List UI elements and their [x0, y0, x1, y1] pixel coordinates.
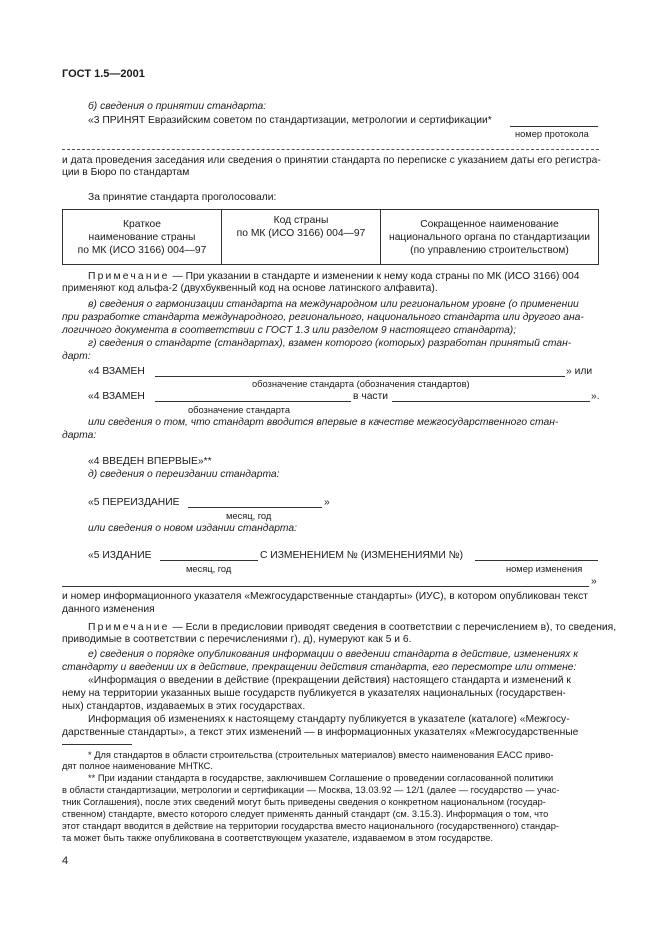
page-header-title: ГОСТ 1.5—2001 — [62, 68, 145, 80]
note-1-line-1: Примечание — При указании в стандарте и изменении к нему кода страны по МК (ИСО 3166) 004 — [88, 271, 580, 282]
reissue-blank-line — [188, 507, 322, 508]
footnote-1-line-2: дят полное наименование МНТКС. — [62, 761, 213, 771]
edition-mid: С ИЗМЕНЕНИЕМ № (ИЗМЕНЕНИЯМИ №) — [260, 550, 464, 561]
voting-table — [62, 209, 599, 265]
section-e-line-1: е) сведения о порядке опубликования информации о введении стандарта в действие, изменениях к — [88, 649, 579, 660]
footnote-2-line-1: ** При издании стандарта в государстве, заключившем Соглашение о проведении согласованной политики — [88, 773, 554, 783]
adopted-continued-2: ции в Бюро по стандартам — [62, 167, 190, 178]
first-introduced: «4 ВВЕДЕН ВПЕРВЫЕ»** — [88, 456, 212, 467]
page-number: 4 — [62, 855, 69, 867]
info-line-1: «Информация о введении в действие (прекращении действия) настоящего стандарта и изменений к — [88, 675, 571, 686]
table-header-country: Краткое наименование страны по МК (ИСО 3166) 004—97 — [63, 210, 222, 265]
table-header-body: Сокращенное наименование национального органа по стандартизации (по управлению строительством) — [381, 210, 599, 265]
section-d-heading: д) сведения о переиздании стандарта: — [88, 469, 280, 480]
edition-date-blank-line — [160, 560, 258, 561]
section-g-line-1: г) сведения о стандарте (стандартах), взамен которого (которых) разработан принятый стан- — [88, 338, 572, 349]
adopted-statement: «3 ПРИНЯТ Евразийским советом по стандартизации, метрологии и сертификации* — [88, 115, 492, 126]
edition-closing-quote: » — [591, 576, 597, 587]
footnote-2-line-5: этот стандарт вводится в действие на территории государства вместо национального (государственного) стандар- — [62, 821, 560, 831]
note-2-line-2: приводимые в соответствии с перечислениями г), д), нумеруют как 5 и 6. — [62, 634, 412, 645]
section-b-heading: б) сведения о принятии стандарта: — [88, 101, 267, 112]
edition-change-blank-line — [475, 560, 598, 561]
ius-line-2: данного изменения — [62, 604, 155, 615]
section-v-line-3: логичного документа в соответствии с ГОСТ 1.3 или разделом 9 настоящего стандарта); — [62, 325, 517, 336]
replace-2-caption: обозначение стандарта — [188, 405, 291, 415]
new-edition-caption: или сведения о новом издании стандарта: — [88, 523, 297, 534]
replace-1-prefix: «4 ВЗАМЕН — [88, 366, 145, 377]
replace-2-mid: в части — [353, 391, 389, 402]
info-line-5: дарственные стандарты», а текст этих изменений — в информационных указателях «Межгосударственные — [62, 727, 579, 738]
reissue-caption: месяц, год — [226, 511, 272, 521]
replace-2-part-blank-line — [392, 401, 590, 402]
info-line-4: Информация об изменениях к настоящему стандарту публикуется в указателе (каталоге) «Межгосу- — [88, 714, 570, 725]
replace-2-suffix: ». — [591, 391, 600, 402]
section-e-line-2: стандарту и введении их в действие, прекращении действия стандарта, его пересмотре или отмене: — [62, 662, 577, 673]
reissue-suffix: » — [324, 497, 330, 508]
note-2-line-1: Примечание — Если в предисловии приводят сведения в соответствии с перечислением в), то сведения, — [88, 622, 617, 633]
voted-caption: За принятие стандарта проголосовали: — [88, 192, 277, 203]
section-g-line-2: дарт: — [62, 351, 91, 362]
edition-caption-right: номер изменения — [506, 564, 583, 574]
footnote-2-line-6: та может быть также опубликована в соответствующем указателе, издаваемом в этом государстве. — [62, 833, 494, 843]
replace-2-blank-line — [155, 401, 351, 402]
footnote-separator — [62, 744, 132, 745]
note-1-line-2: применяют код альфа-2 (двухбуквенный код на основе латинского алфавита). — [62, 283, 438, 294]
section-v-line-2: при разработке стандарта международного, регионального, национального стандарта или другого ана- — [62, 312, 584, 323]
footnote-2-line-2: в области стандартизации, метрологии и сертификации — Москва, 13.03.92 — 12/1 (далее — государство — учас- — [62, 785, 560, 795]
replace-1-caption: обозначение стандарта (обозначения стандартов) — [252, 379, 470, 389]
edition-prefix: «5 ИЗДАНИЕ — [88, 550, 152, 561]
protocol-blank-line — [510, 126, 598, 127]
protocol-date-blank-line — [62, 149, 599, 150]
ius-blank-line — [62, 586, 589, 587]
footnote-2-line-3: тник Соглашения), после этих сведений могут быть приведены сведения о конкретном национальном (государ- — [62, 797, 546, 807]
replace-1-blank-line — [155, 376, 565, 377]
edition-caption-left: месяц, год — [186, 564, 232, 574]
table-header-row — [63, 210, 599, 265]
footnote-1-line-1: * Для стандартов в области строительства (строительных материалов) вместо наименования ЕАСС приво- — [88, 750, 554, 760]
first-time-line-2: дарта: — [62, 430, 97, 441]
ius-line-1: и номер информационного указателя «Межгосударственные стандарты» (ИУС), в котором опубликован текст — [62, 591, 589, 602]
info-line-3: ных) стандартов, издаваемых в этих государствах. — [62, 701, 306, 712]
adopted-continued-1: и дата проведения заседания или сведения о принятии стандарта по переписке с указанием даты его регистра- — [62, 155, 601, 166]
first-time-line-1: или сведения о том, что стандарт вводится впервые в качестве межгосударственного стан- — [88, 417, 559, 428]
info-line-2: нему на территории указанных выше государств публикуется в указателях национальных (государствен- — [62, 688, 566, 699]
protocol-caption: номер протокола — [515, 129, 589, 139]
table-header-code: Код страны по МК (ИСО 3166) 004—97 — [222, 210, 381, 265]
replace-2-prefix: «4 ВЗАМЕН — [88, 391, 145, 402]
reissue-prefix: «5 ПЕРЕИЗДАНИЕ — [88, 497, 180, 508]
section-v-line-1: в) сведения о гармонизации стандарта на международном или региональном уровне (о применении — [88, 299, 579, 310]
footnote-2-line-4: ственном) стандарте, вместо которого следует применять данный стандарт (см. 3.15.3). Информация о том, что — [62, 809, 549, 819]
replace-1-suffix: » или — [566, 366, 593, 377]
